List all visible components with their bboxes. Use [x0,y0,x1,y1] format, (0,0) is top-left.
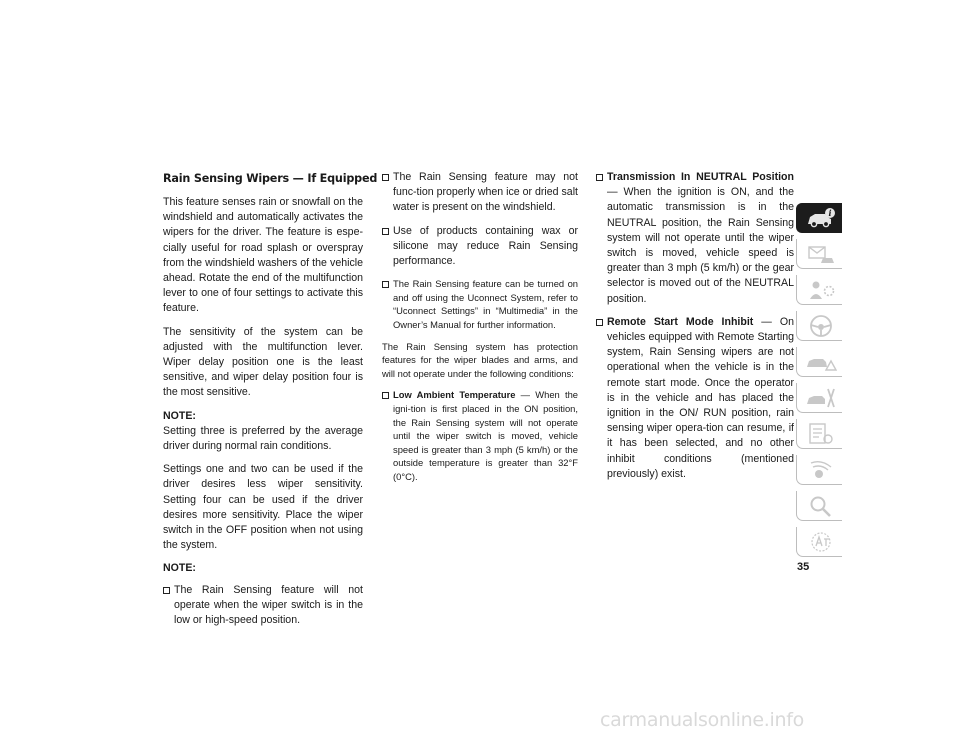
list-item-text: — On vehicles equipped with Remote Starting system, Rain Sensing wipers are not operational when the vehicle is in the remote start mode. Once the operator is in the vehicle and has placed the ignition in the ON/ RUN position, rain sensing wiper opera-tion can resume, if it has been selected, and no other inhibit conditions (mentioned previously) exist. [607,315,794,480]
list-item [382,224,578,270]
section-heading: Rain Sensing Wipers — If Equipped [163,172,378,185]
envelope-car-icon [805,241,837,267]
car-info-icon [805,205,837,231]
tab-multimedia[interactable] [796,455,842,485]
tab-driver-assist[interactable] [796,275,842,305]
list-item [596,170,794,307]
checkbox-bullet-icon [596,174,603,181]
note-block [163,409,363,455]
note-label: NOTE: [163,409,196,422]
list-item-text: The Rain Sensing feature will not operate when the wiper switch is in the low or high-speed position. [174,583,363,627]
list-item [382,388,578,483]
driver-settings-icon [805,277,837,303]
list-item-text: — When the igni-tion is first placed in the ON position, the Rain Sensing system will not operate until the wiper switch is moved, vehicle speed is greater than 3 mph (5 km/h) or the outside temperature is greater than 32°F (0°C). [393,389,578,482]
list-item-lead: Low Ambient Temperature [393,389,516,401]
checkbox-bullet-icon [382,228,389,235]
steering-wheel-icon [805,313,837,339]
tab-warning-lights[interactable] [796,347,842,377]
checkbox-bullet-icon [382,174,389,181]
tab-languages[interactable] [796,527,842,557]
watermark: carmanualsonline.info [600,709,804,731]
conditions-paragraph: The Rain Sensing system has protection features for the wiper blades and arms, and will not operate under the following conditions: [382,340,578,379]
list-item [596,315,794,482]
tab-getting-started[interactable] [796,239,842,269]
checkbox-bullet-icon [163,587,170,594]
tab-specifications[interactable] [796,419,842,449]
column-left [163,195,363,636]
note-label: NOTE: [163,562,196,575]
car-warning-icon [805,349,837,375]
tab-index[interactable] [796,491,842,521]
svg-text:i: i [828,208,832,218]
list-item [163,583,363,629]
checklist-icon [805,421,837,447]
list-item-text: The Rain Sensing feature may not func-tion properly when ice or dried salt water is present on the windshield. [393,171,578,214]
checkbox-bullet-icon [382,281,389,288]
phone-signal-icon [805,457,837,483]
car-tools-icon [805,385,837,411]
tab-steering[interactable] [796,311,842,341]
checkbox-bullet-icon [596,319,603,326]
page-number: 35 [797,561,810,573]
note-block [163,561,363,576]
intro-paragraph: This feature senses rain or snowfall on the windshield and automatically activates the wipers for the driver. The feature is espe-cially useful for road splash or overspray from the windshield washers of the vehicle ahead. Rotate the end of the multifunction lever to one of four settings to activate this feature. [163,196,363,315]
tab-getting-to-know-vehicle[interactable] [796,203,842,233]
tab-service[interactable] [796,383,842,413]
list-item-text: — When the ignition is ON, and the automatic transmission is in the NEUTRAL position, the Rain Sensing system will not operate until the wiper switch is moved, vehicle speed is greater than 3 mph (5 km/h) or the gear selector is moved out of the NEUTRAL position. [607,186,794,305]
list-item [382,170,578,216]
search-icon [805,493,837,519]
chapter-tabs [796,203,842,563]
settings-paragraph: Settings one and two can be used if the driver desires less wiper sensitivity. Setting four can be used if the driver desires more sensitivity. Place the wiper switch in the OFF position when not using the system. [163,463,363,552]
list-item-text: Use of products containing wax or silicone may reduce Rain Sensing performance. [393,224,578,268]
column-middle [382,170,578,492]
note-text: Setting three is preferred by the average driver during normal rain conditions. [163,424,363,453]
list-item-text: The Rain Sensing feature can be turned on and off using the Uconnect System, refer to “Uconnect Settings” in “Multimedia” in the Owner’s Manual for further information. [393,278,578,330]
checkbox-bullet-icon [382,392,389,399]
list-item-lead: Transmission In NEUTRAL Position [607,171,794,183]
sensitivity-paragraph: The sensitivity of the system can be adjusted with the multifunction lever. Wiper delay position one is the least sensitive, and wiper delay position four is the most sensitive. [163,325,363,399]
language-icon [805,529,837,555]
list-item-lead: Remote Start Mode Inhibit [607,315,754,328]
column-right [596,170,794,490]
list-item [382,277,578,331]
